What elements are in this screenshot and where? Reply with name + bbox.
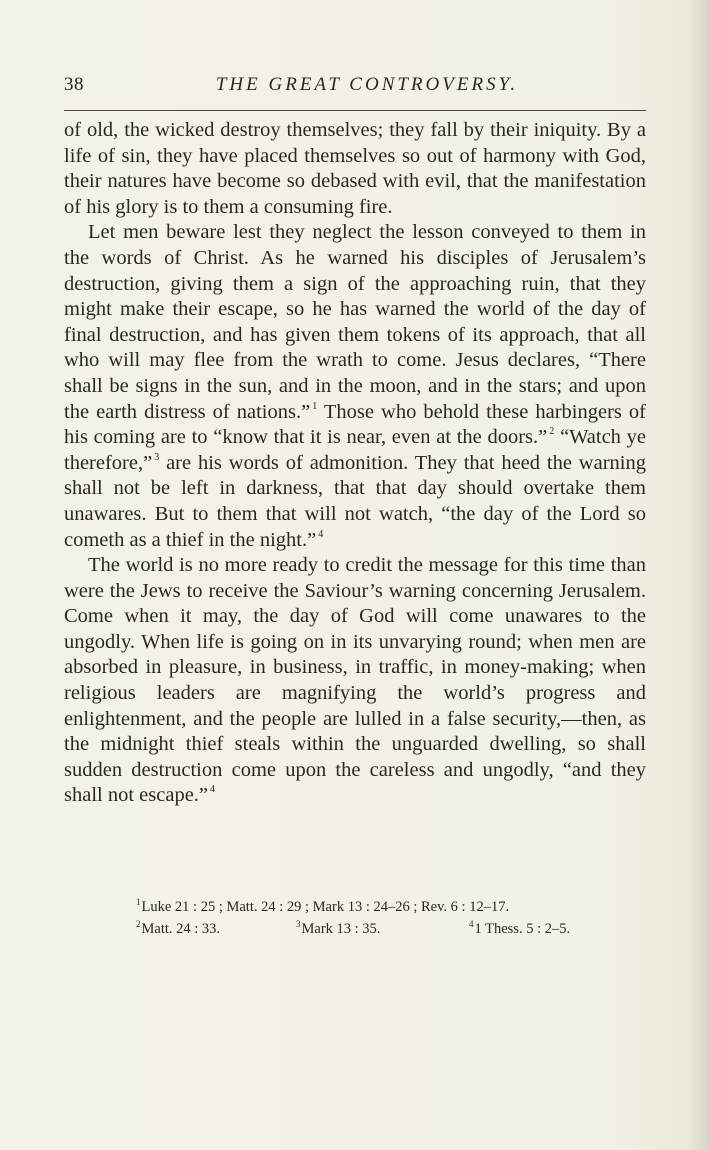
paragraph (64, 553, 646, 809)
footnote (136, 918, 220, 940)
footnote-ref: 1 (312, 400, 318, 412)
footnote-number: 2 (136, 919, 141, 929)
text-segment: of old, the wicked destroy themselves; they fall by their iniquity. By a life of sin, they have placed themselves so out of harmony with God, their natures have become so debased with evil, that the manifestation of his glory is to them a consuming fire. (64, 119, 646, 218)
footnote-text: Matt. 24 : 33. (141, 921, 221, 937)
footnote-ref: 4 (318, 528, 324, 540)
page-header (64, 74, 646, 104)
text-segment: “Watch ye therefore,” (64, 426, 646, 474)
footnote (469, 918, 570, 940)
footnote-ref: 3 (154, 451, 160, 463)
footnote-line (64, 918, 646, 940)
footnote-number: 3 (296, 919, 301, 929)
page-number: 38 (64, 74, 84, 95)
text-segment: Let men beware lest they neglect the lesson conveyed to them in the words of Christ. As he warned his disciples of Jerusalem’s destruction, giving them a sign of the approaching ruin, that they might make their escape, so he has warned the world of the day of final destruction, and has given them tokens of its approach, that all who will may flee from the wrath to come. Jesus declares, “There shall be signs in the sun, and in the moon, and in the stars; and upon the earth distress of nations.” (64, 221, 646, 423)
body-text (64, 118, 646, 809)
text-segment: The world is no more ready to credit the message for this time than were the Jews to receive the Saviour’s warning concerning Jerusalem. Come when it may, the day of God will come unawares to the ungodly. When life is going on in its unvarying round; when men are absorbed in pleasure, in business, in traffic, in money-making; when religious leaders are magnifying the world’s progress and enlightenment, and the people are lulled in a false security,—then, as the midnight thief steals within the unguarded dwelling, so shall sudden destruction come upon the careless and ungodly, “and they shall not escape.” (64, 554, 646, 807)
paragraph (64, 118, 646, 220)
footnote-number: 1 (136, 897, 141, 907)
running-head: THE GREAT CONTROVERSY. (215, 74, 519, 95)
footnote-text: Luke 21 : 25 ; Matt. 24 : 29 ; Mark 13 : 24–26 ; Rev. 6 : 12–17. (141, 899, 510, 915)
footnote-number: 4 (469, 919, 474, 929)
footnote-text: 1 Thess. 5 : 2–5. (474, 921, 571, 937)
text-segment: Those who behold these harbingers of his coming are to “know that it is near, even at the doors.” (64, 400, 646, 449)
footnote (296, 918, 380, 940)
footnotes (64, 896, 646, 940)
footnote-ref: 4 (210, 784, 216, 796)
footnote-text: Mark 13 : 35. (301, 921, 381, 937)
paragraph (64, 220, 646, 553)
text-segment: are his words of admonition. They that heed the warning shall not be left in darkness, that that day should overtake them unawares. But to them that will not watch, “the day of the Lord so cometh as a thief in the night.” (64, 451, 646, 551)
header-rule (64, 110, 646, 111)
footnote (136, 896, 509, 918)
footnote-ref: 2 (549, 426, 555, 438)
footnote-line (64, 896, 646, 918)
